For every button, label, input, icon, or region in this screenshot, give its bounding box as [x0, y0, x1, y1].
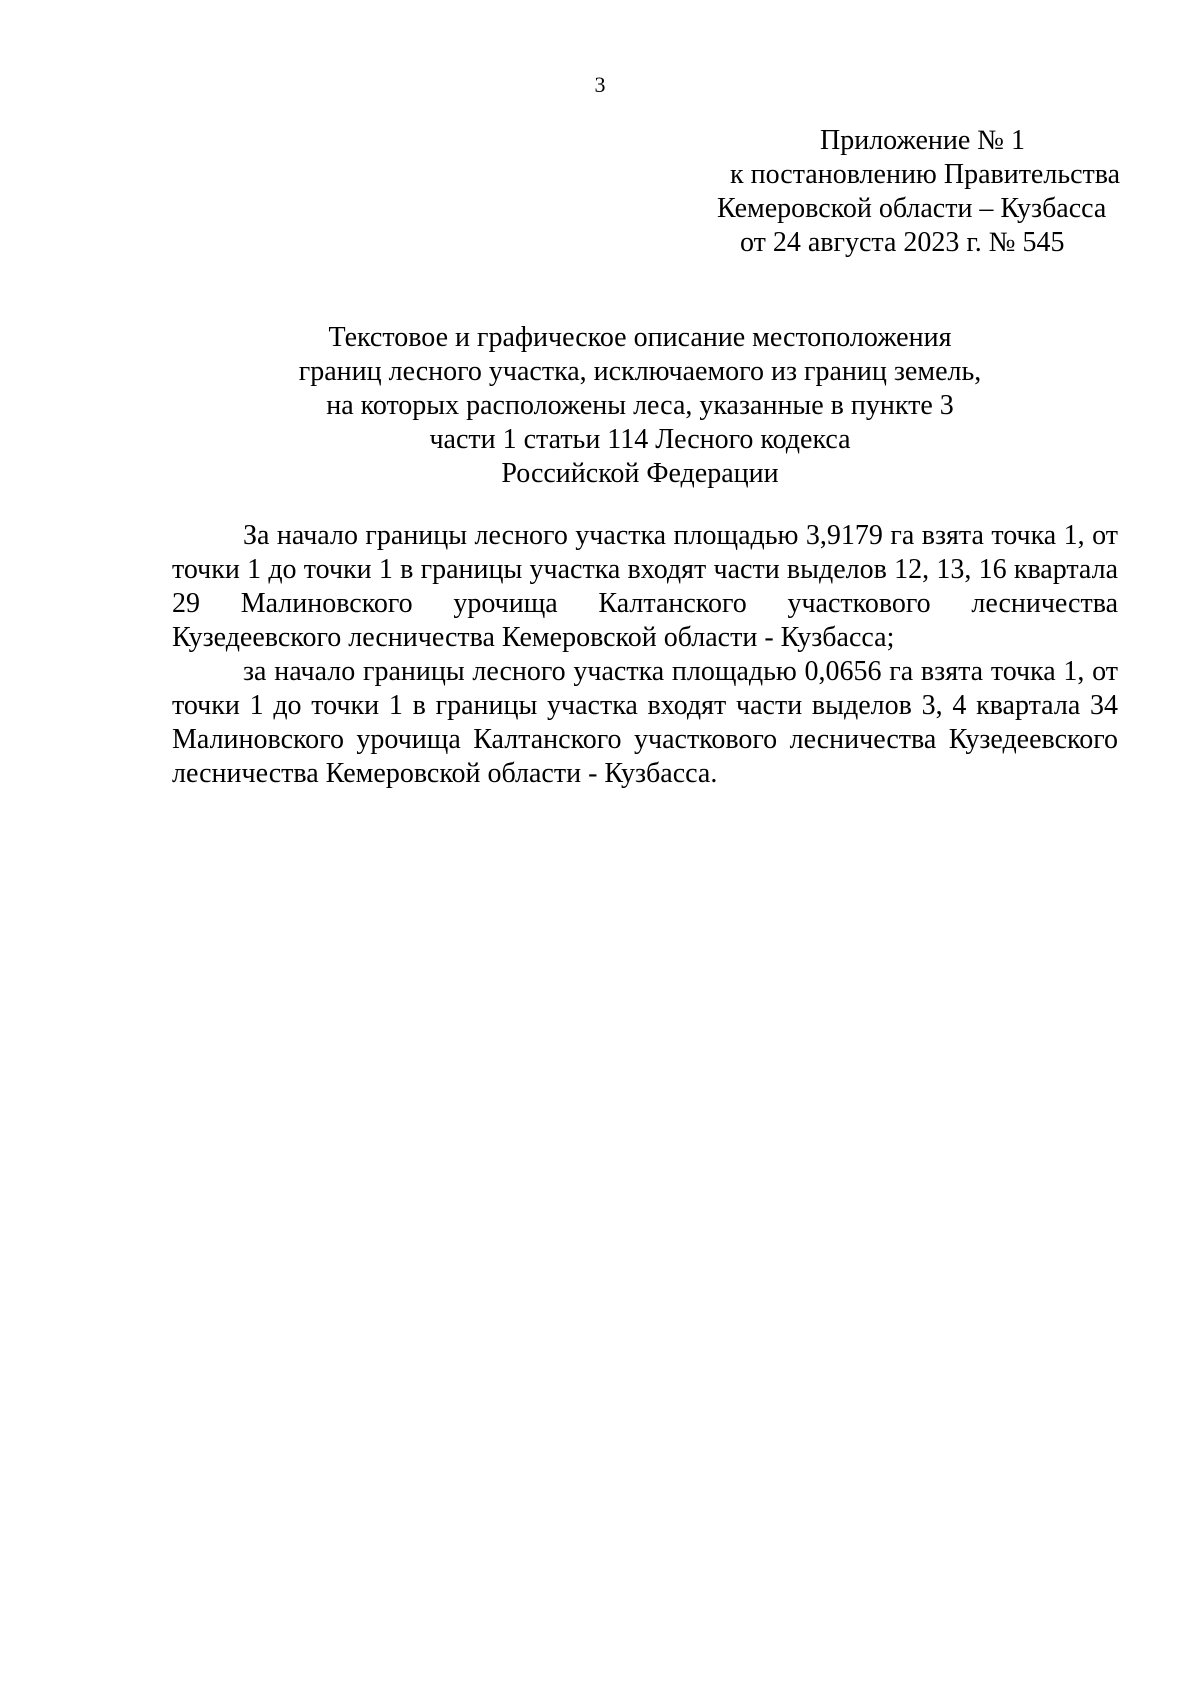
title-line: на которых расположены леса, указанные в пункте 3: [326, 390, 954, 421]
title-line: Текстовое и графическое описание местоположения: [328, 322, 952, 353]
title-line: границ лесного участка, исключаемого из границ земель,: [298, 356, 982, 387]
appendix-date: от 24 августа 2023 г. № 545: [740, 227, 1065, 258]
title-line: Российской Федерации: [501, 458, 779, 489]
appendix-number: Приложение № 1: [820, 125, 1025, 156]
body-paragraph: За начало границы лесного участка площадью 3,9179 га взята точка 1, от точки 1 до точки 1 в границы участка входят части выделов 12, 13, 16 квартала 29 Малиновского урочища Калтанского участкового лесничества Кузедеевского лесничества Кемеровской области - Кузбасса;: [172, 520, 1118, 653]
document-title: [170, 321, 1110, 491]
appendix-reference: к постановлению Правительства: [730, 159, 1121, 190]
title-line: части 1 статьи 114 Лесного кодекса: [429, 424, 851, 455]
body-paragraph: за начало границы лесного участка площадью 0,0656 га взята точка 1, от точки 1 до точки 1 в границы участка входят части выделов 3, 4 квартала 34 Малиновского урочища Калтанского участкового лесничества Кузедеевского лесничества Кемеровской области - Кузбасса.: [172, 656, 1118, 789]
page-number: 3: [594, 72, 606, 97]
appendix-header: [640, 124, 1120, 260]
appendix-region: Кемеровской области – Кузбасса: [717, 193, 1107, 224]
document-body: [172, 519, 1118, 791]
